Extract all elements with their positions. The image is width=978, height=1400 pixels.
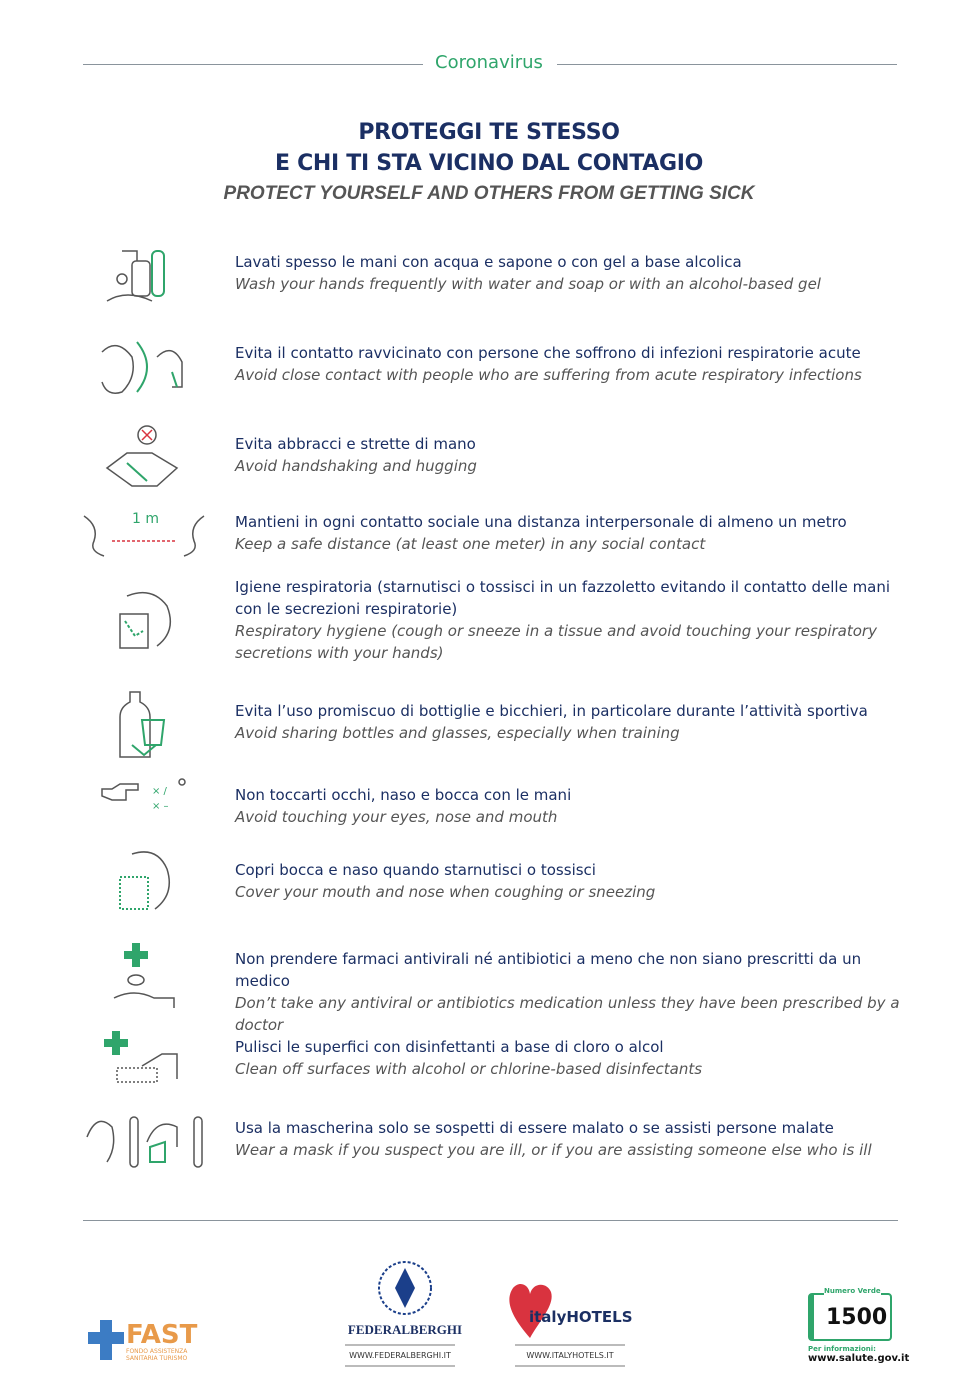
advice-item: [235, 342, 900, 386]
no-touch-face-icon: [82, 774, 212, 844]
distance-icon: [82, 501, 212, 571]
advice-item: [235, 251, 900, 295]
advice-item: [235, 948, 900, 1036]
close-contact-icon: [82, 332, 212, 402]
page-subtitle: PROTECT YOURSELF AND OTHERS FROM GETTING SICK: [223, 183, 755, 204]
fast-cross-icon: [88, 1320, 124, 1360]
advice-italian: Pulisci le superfici con disinfettanti a base di cloro o alcol: [235, 1038, 664, 1056]
distance-label: 1 m: [132, 511, 159, 527]
svg-text:× –: × –: [152, 801, 169, 812]
advice-english: Wear a mask if you suspect you are ill, or if you are assisting someone else who is ill: [235, 1141, 872, 1159]
svg-text:× /: × /: [152, 786, 167, 797]
italyhotels-url[interactable]: WWW.ITALYHOTELS.IT: [515, 1344, 625, 1367]
advice-italian: Non prendere farmaci antivirali né antibiotici a meno che non siano prescritti da un medico: [235, 950, 862, 990]
advice-item: [235, 1117, 900, 1161]
footer-rule: [83, 1220, 898, 1221]
advice-english: Avoid close contact with people who are suffering from acute respiratory infections: [235, 366, 862, 384]
page-title-line2: E CHI TI STA VICINO DAL CONTAGIO: [275, 151, 703, 176]
bottle-glass-icon: [82, 690, 212, 760]
federalberghi-url[interactable]: WWW.FEDERALBERGHI.IT: [345, 1344, 455, 1367]
federalberghi-seal-icon: [370, 1258, 440, 1318]
advice-english: Clean off surfaces with alcohol or chlorine-based disinfectants: [235, 1060, 703, 1078]
cover-mouth-icon: [82, 849, 212, 919]
advice-english: Keep a safe distance (at least one meter) in any social contact: [235, 535, 706, 553]
advice-italian: Igiene respiratoria (starnutisci o tossisci in un fazzoletto evitando il contatto delle mani con le secrezioni respiratorie): [235, 578, 891, 618]
advice-italian: Evita abbracci e strette di mano: [235, 435, 476, 453]
salute-link[interactable]: www.salute.gov.it: [808, 1353, 910, 1364]
no-handshake-icon: [82, 423, 212, 493]
advice-item: [235, 1036, 900, 1080]
cleaning-icon: [82, 1026, 212, 1096]
advice-italian: Usa la mascherina solo se sospetti di essere malato o se assisti persone malate: [235, 1119, 834, 1137]
advice-item: [235, 511, 900, 555]
header-tag: Coronavirus: [435, 52, 543, 73]
tissue-icon: [82, 586, 212, 656]
advice-italian: Lavati spesso le mani con acqua e sapone o con gel a base alcolica: [235, 253, 742, 271]
advice-italian: Mantieni in ogni contatto sociale una distanza interpersonale di almeno un metro: [235, 513, 847, 531]
fast-logo: FAST FONDO ASSISTENZA SANITARIA TURISMO: [88, 1320, 124, 1364]
medicine-icon: [82, 938, 212, 1008]
advice-english: Avoid sharing bottles and glasses, especially when training: [235, 724, 680, 742]
page-title-line1: PROTEGGI TE STESSO: [358, 120, 620, 145]
advice-italian: Evita il contatto ravvicinato con persone che soffrono di infezioni respiratorie acute: [235, 344, 861, 362]
advice-english: Respiratory hygiene (cough or sneeze in a tissue and avoid touching your respiratory secretions with your hands): [235, 622, 877, 662]
advice-italian: Evita l’uso promiscuo di bottiglie e bicchieri, in particolare durante l’attività sportiva: [235, 702, 868, 720]
advice-english: Avoid handshaking and hugging: [235, 457, 477, 475]
hand-washing-icon: [82, 241, 212, 311]
advice-item: [235, 433, 900, 477]
advice-italian: Non toccarti occhi, naso e bocca con le mani: [235, 786, 572, 804]
federalberghi-logo: FEDERALBERGHI WWW.FEDERALBERGHI.IT: [345, 1258, 465, 1367]
mask-icon: [82, 1107, 212, 1177]
advice-item: [235, 576, 900, 664]
advice-item: [235, 784, 900, 828]
advice-english: Avoid touching your eyes, nose and mouth: [235, 808, 558, 826]
advice-item: [235, 700, 900, 744]
advice-english: Cover your mouth and nose when coughing or sneezing: [235, 883, 656, 901]
advice-english: Wash your hands frequently with water and soap or with an alcohol-based gel: [235, 275, 821, 293]
advice-english: Don’t take any antiviral or antibiotics medication unless they have been prescribed by a doctor: [235, 994, 900, 1034]
hotline-badge: Numero Verde 1500 Per informazioni: www.salute.gov.it: [808, 1287, 910, 1364]
advice-item: [235, 859, 900, 903]
advice-italian: Copri bocca e naso quando starnutisci o tossisci: [235, 861, 596, 879]
